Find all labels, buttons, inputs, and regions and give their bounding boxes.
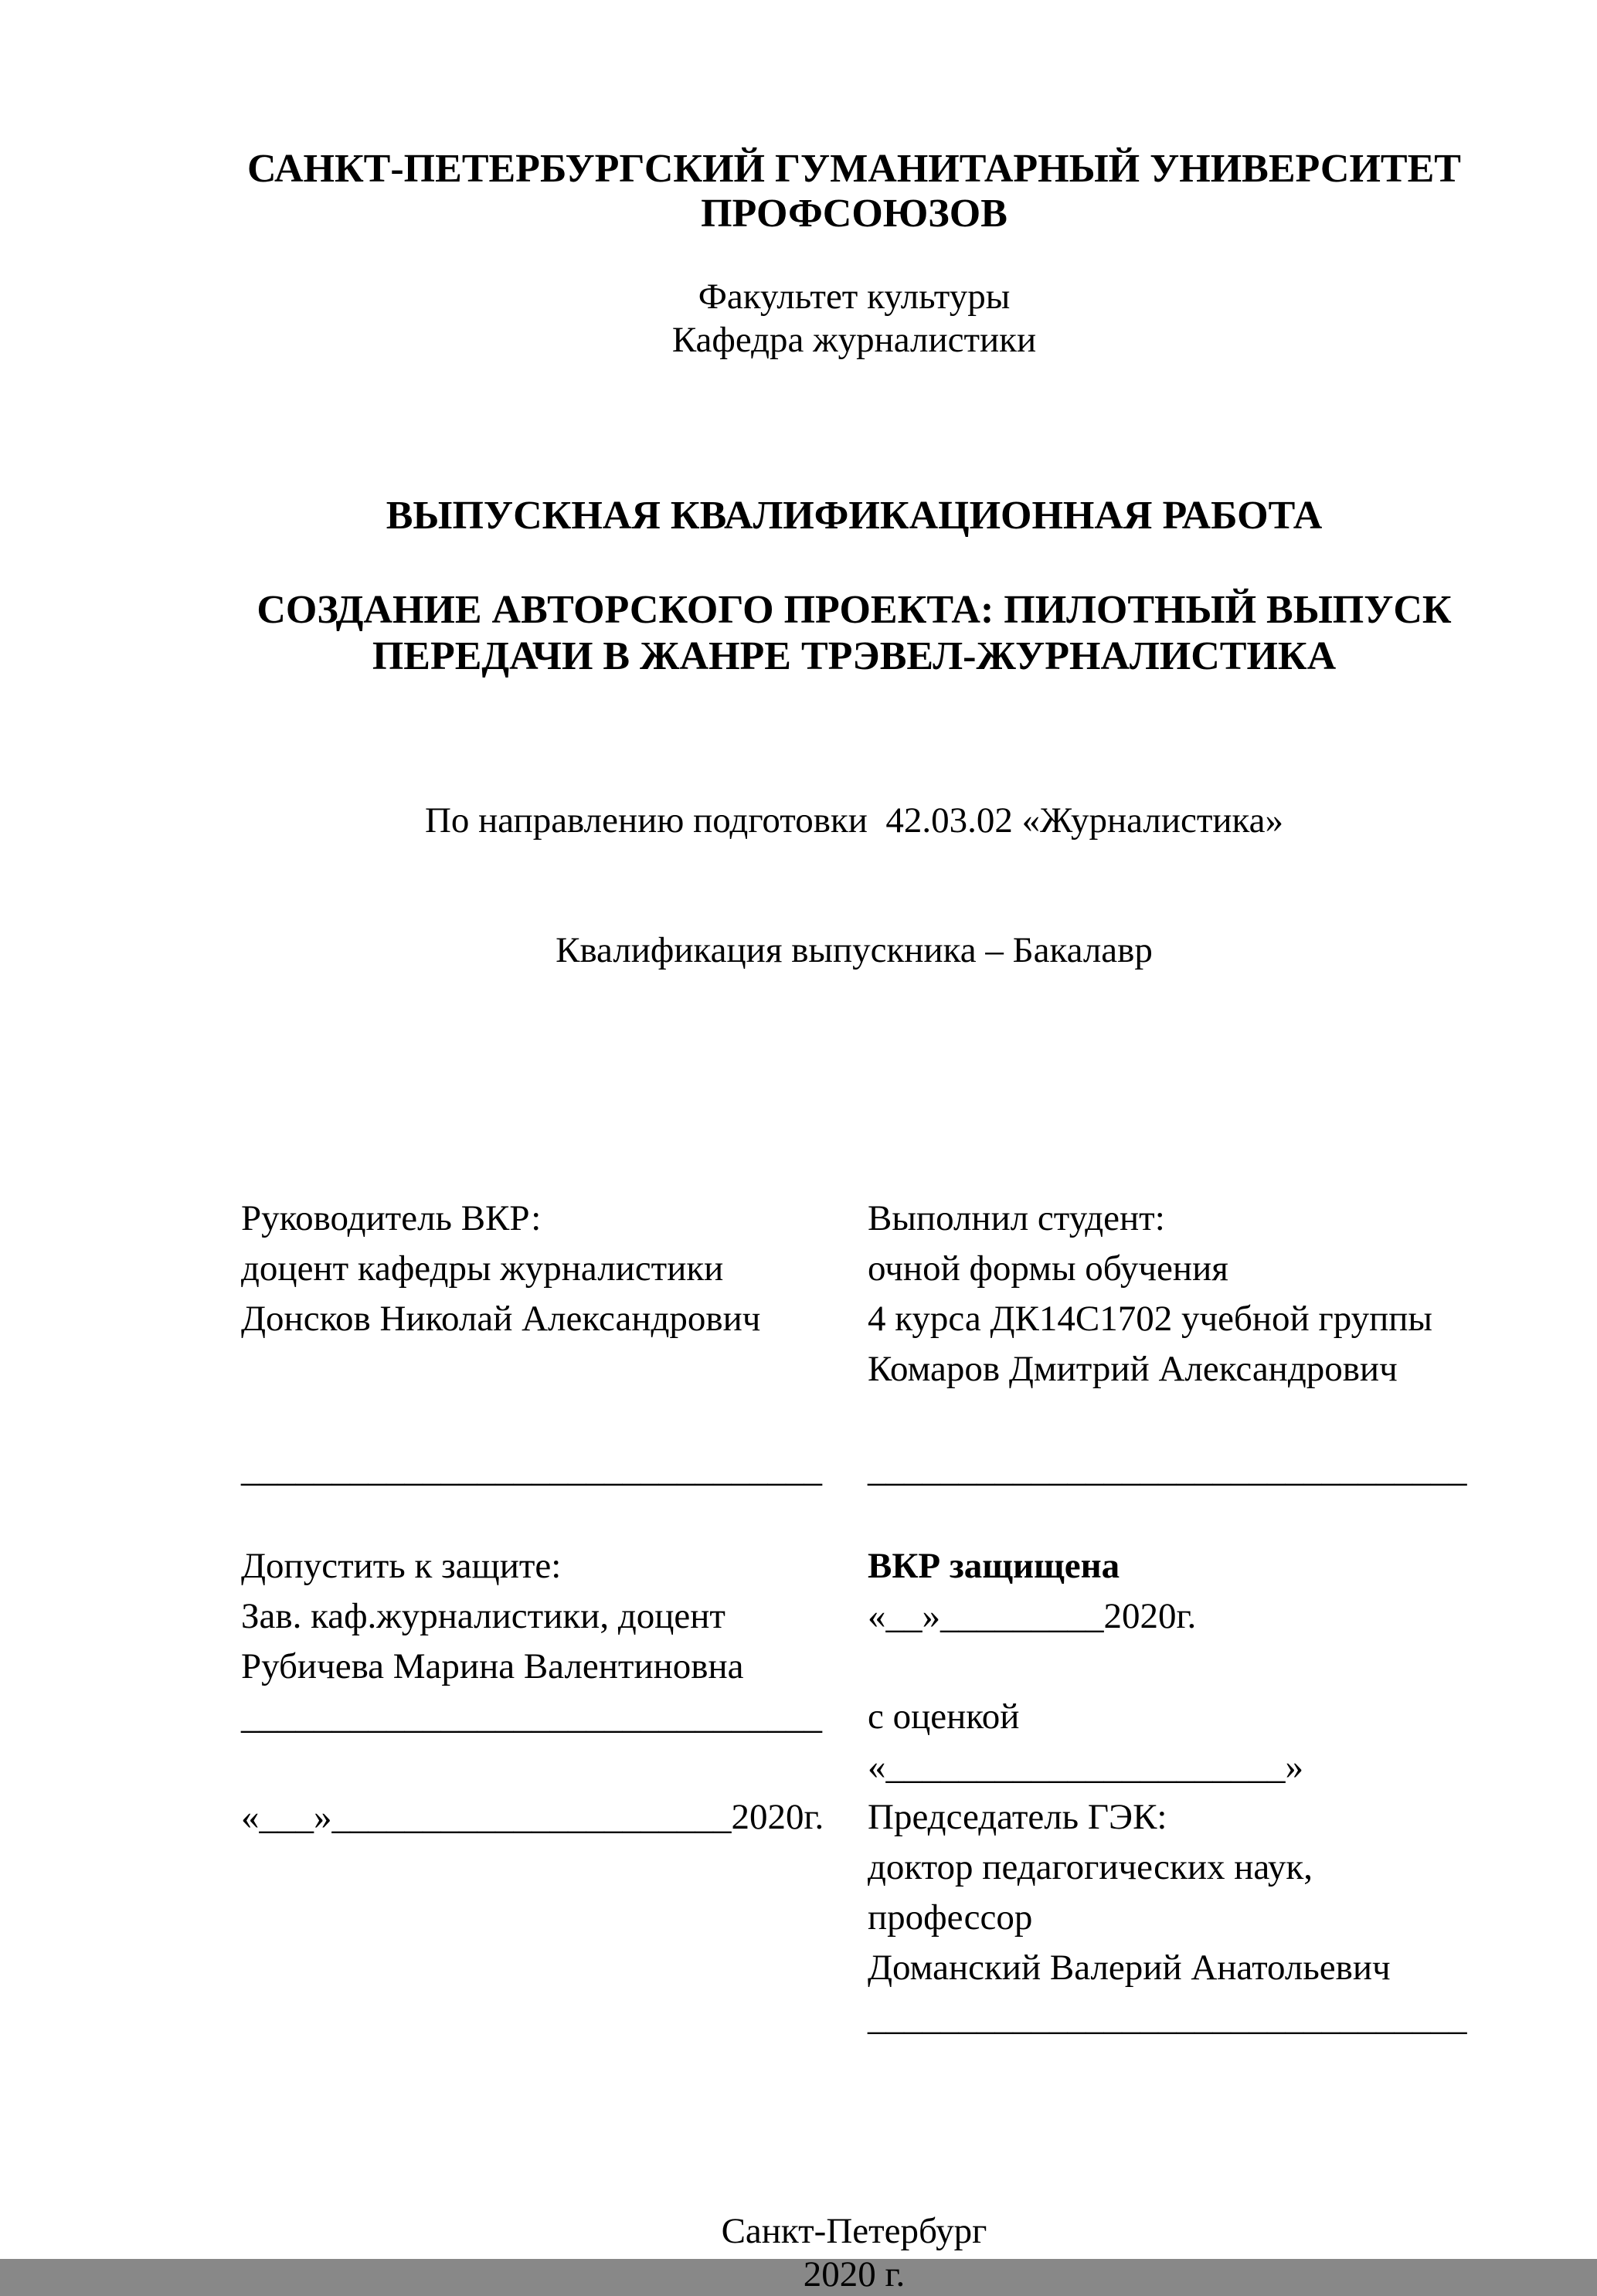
text-line: профессор: [868, 1897, 1033, 1938]
text-line: Комаров Дмитрий Александрович: [868, 1349, 1398, 1389]
supervisor-student-section: [241, 1194, 1467, 1495]
faculty-department-block: [241, 275, 1467, 362]
faculty-name: Факультет культуры: [698, 277, 1011, 317]
text-line: _________________________________: [868, 1998, 1467, 2038]
thesis-title-line-1: СОЗДАНИЕ АВТОРСКОГО ПРОЕКТА: ПИЛОТНЫЙ ВЫПУСК: [257, 588, 1452, 632]
university-name-line-2: ПРОФСОЮЗОВ: [701, 192, 1007, 236]
footer-block: [241, 2209, 1467, 2296]
text-line: [241, 1344, 868, 1394]
text-line: Зав. каф.журналистики, доцент: [241, 1596, 725, 1636]
university-name: [241, 147, 1467, 236]
text-line: «___»______________________2020г.: [241, 1797, 824, 1837]
year-line: 2020 г.: [803, 2254, 906, 2294]
text-line: [868, 1642, 1467, 1692]
text-line: 4 курса ДК14С1702 учебной группы: [868, 1299, 1432, 1339]
text-line: «______________________»: [868, 1747, 1303, 1787]
text-line: доктор педагогических наук,: [868, 1847, 1313, 1887]
text-line: Руководитель ВКР:: [241, 1198, 542, 1238]
text-line: [241, 1742, 868, 1792]
qualification-line: Квалификация выпускника – Бакалавр: [556, 930, 1153, 970]
text-line: [241, 1394, 868, 1445]
thesis-title-line-2: ПЕРЕДАЧИ В ЖАНРЕ ТРЭВЕЛ-ЖУРНАЛИСТИКА: [372, 634, 1337, 678]
defense-block: [868, 1541, 1467, 2043]
text-line: «__»_________2020г.: [868, 1596, 1197, 1636]
direction-line: По направлению подготовки 42.03.02 «Журналистика»: [424, 800, 1284, 841]
text-line: с оценкой: [868, 1697, 1020, 1737]
direction-qualification-block: [241, 712, 1467, 1058]
text-line: [868, 1394, 1467, 1445]
supervisor-block: [241, 1194, 868, 1495]
text-line: Допустить к защите:: [241, 1546, 562, 1586]
text-line: ________________________________: [241, 1697, 822, 1737]
student-block: [868, 1194, 1467, 1495]
text-line: Донсков Николай Александрович: [241, 1299, 761, 1339]
admission-defense-section: [241, 1541, 1467, 2043]
text-line: Выполнил студент:: [868, 1198, 1165, 1238]
text-line: Рубичева Марина Валентиновна: [241, 1646, 744, 1686]
defense-lines: [868, 1591, 1467, 2043]
defense-title: ВКР защищена: [868, 1546, 1120, 1586]
text-line: Председатель ГЭК:: [868, 1797, 1167, 1837]
text-line: очной формы обучения: [868, 1248, 1228, 1289]
text-line: доцент кафедры журналистики: [241, 1248, 724, 1289]
admission-block: [241, 1541, 868, 1843]
text-line: _________________________________: [868, 1449, 1467, 1489]
university-name-line-1: САНКТ-ПЕТЕРБУРГСКИЙ ГУМАНИТАРНЫЙ УНИВЕРСИТЕТ: [247, 147, 1461, 191]
work-type-heading: ВЫПУСКНАЯ КВАЛИФИКАЦИОННАЯ РАБОТА: [386, 494, 1323, 538]
city-line: Санкт-Петербург: [721, 2211, 987, 2251]
text-line: ________________________________: [241, 1449, 822, 1489]
thesis-title: [241, 587, 1467, 680]
department-name: Кафедра журналистики: [671, 320, 1037, 360]
text-line: Доманский Валерий Анатольевич: [868, 1948, 1391, 1988]
